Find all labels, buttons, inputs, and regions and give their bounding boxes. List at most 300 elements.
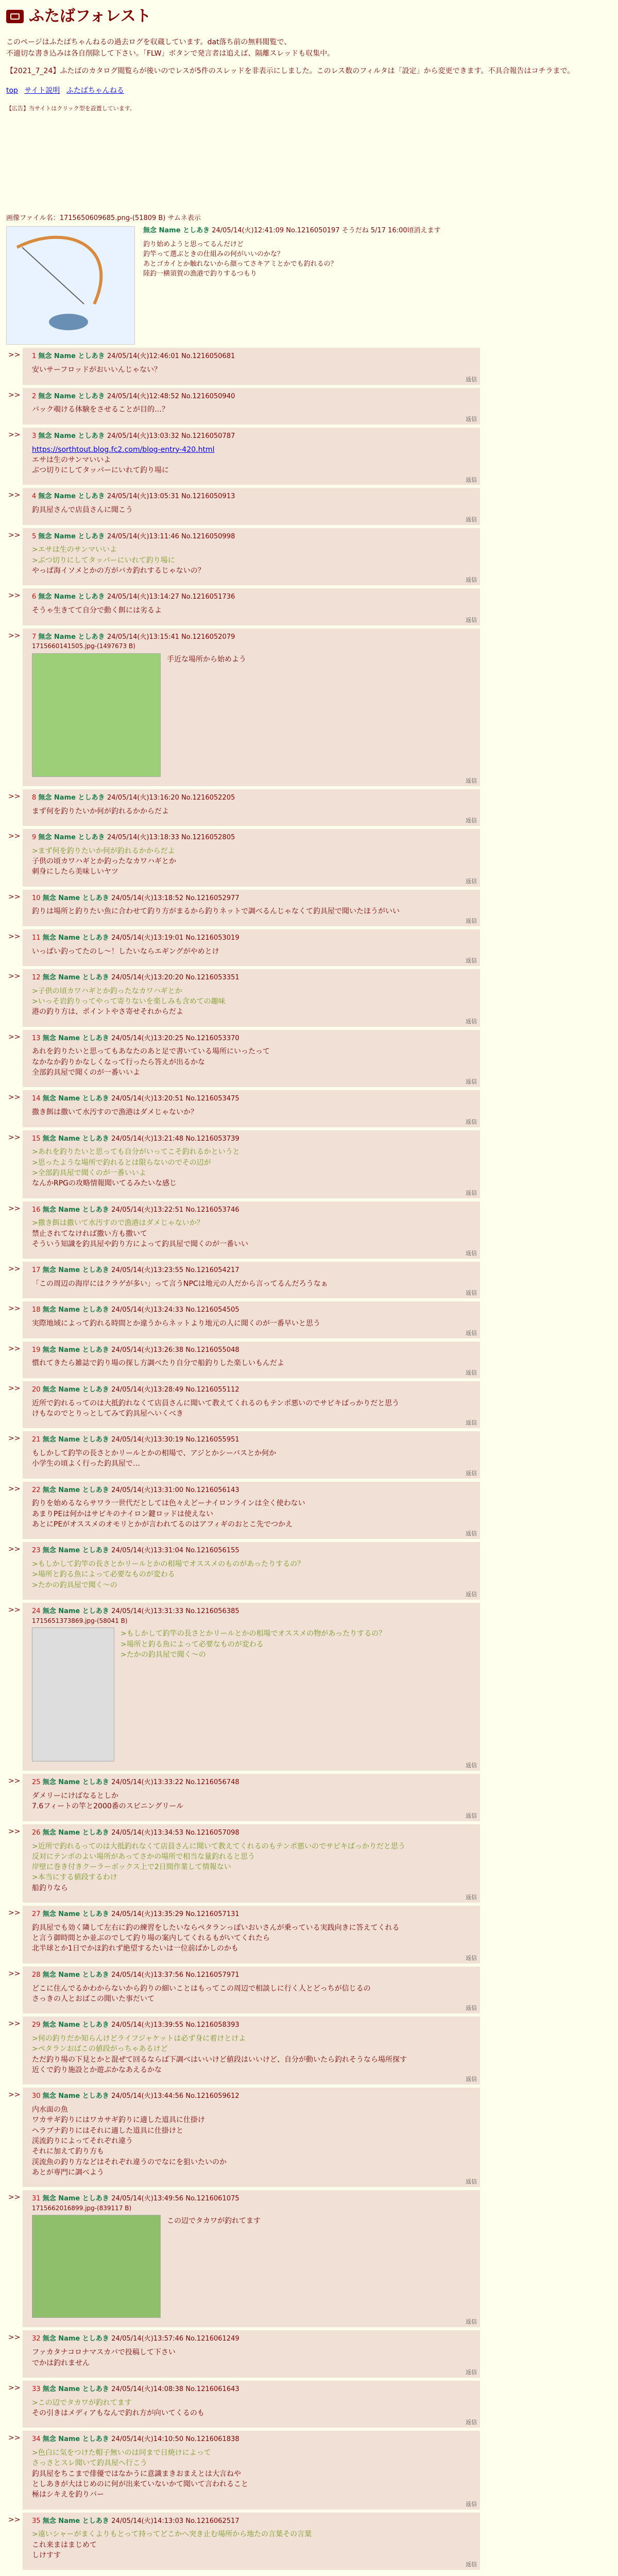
post-id[interactable]: No.1216050787 [181, 432, 235, 440]
response-post [8, 2190, 480, 2327]
post-meta [32, 2334, 474, 2344]
post-name: 無念 Name としあき [42, 1206, 112, 1214]
post-line: その引きはメディアもなんで釣れ方が向いてくるのも [32, 2409, 204, 2417]
quote-line: 岸壁に巻き付きクーラーボックス上で2日間作業して情報ない [32, 1863, 231, 1872]
post-id[interactable]: No.1216050681 [181, 352, 235, 361]
post-line: 禁止されてなければ撒い方も撒いて [32, 1229, 147, 1238]
reply-button[interactable]: 返信 [466, 2318, 477, 2326]
reply-button[interactable]: 返信 [466, 1189, 477, 1196]
post-line: 7.6フィートの竿と2000番のスピニングリール [32, 1802, 184, 1811]
reply-button[interactable]: 返信 [466, 1469, 477, 1477]
reply-button[interactable]: 返信 [466, 1591, 477, 1598]
post-number: 19 [32, 1346, 43, 1354]
reply-arrow-icon: >> [8, 391, 21, 399]
response-post [8, 1262, 480, 1298]
post-id[interactable]: No.1216055112 [185, 1385, 239, 1394]
post-id[interactable]: No.1216053475 [185, 1095, 239, 1103]
reply-button[interactable]: 返信 [466, 917, 477, 924]
reply-button[interactable]: 返信 [466, 2005, 477, 2012]
post-id[interactable]: No.1216053746 [185, 1206, 239, 1214]
nav-link-top[interactable]: top [6, 87, 18, 95]
post-name: 無念 Name としあき [42, 1910, 112, 1919]
reply-button[interactable]: 返信 [466, 817, 477, 824]
post-number: 28 [32, 1971, 43, 1979]
post-meta [32, 532, 474, 542]
post-line: 釣りは場所と釣りたい魚に合わせて釣り方がまるから釣りネットで調べるんじゃなくて釣具屋で聞いたほうがいい [32, 907, 400, 916]
post-name: 無念 Name としあき [42, 1971, 112, 1979]
post-body [32, 1218, 474, 1249]
post-date: 24/05/14(火)13:26:38 [111, 1346, 186, 1354]
nav-links [6, 86, 612, 96]
reply-button[interactable]: 返信 [466, 1762, 477, 1769]
post-line: この辺でタカワが釣れてます [167, 2217, 261, 2226]
post-line: どこに住んでるかわからないから釣りの細いことはもってこの周辺で相談しに行く人とどっちが信じるの [32, 1984, 371, 1993]
post-line: 渓流魚の釣り方などはそれぞれ違うのでなにを狙いたいのか [32, 2158, 227, 2166]
post-date: 24/05/14(火)13:18:33 [107, 833, 182, 841]
post-id[interactable]: No.1216053019 [185, 934, 239, 942]
op-thumbnail[interactable] [6, 226, 135, 345]
reply-button[interactable]: 返信 [466, 376, 477, 383]
response-post [8, 1906, 480, 1963]
reply-button[interactable]: 返信 [466, 2500, 477, 2507]
post-id[interactable]: No.1216055951 [185, 1436, 239, 1444]
post-link[interactable]: https://sorthtout.blog.fc2.com/blog-entry-420.html [32, 445, 215, 454]
nav-link-futaba[interactable]: ふたばちゃんねる [66, 87, 124, 95]
reply-arrow-icon: >> [8, 531, 21, 539]
reply-button[interactable]: 返信 [466, 777, 477, 784]
post-line: なんかRPGの攻略情報聞いてるみたいな感じ [32, 1179, 177, 1188]
reply-button[interactable]: 返信 [466, 1812, 477, 1819]
reply-arrow-icon: >> [8, 1265, 21, 1274]
post-line: けもなのでとりっとしてみて釣具屋へいくべき [32, 1409, 183, 1418]
post-name: 無念 Name としあき [42, 2195, 112, 2203]
post-body [32, 1046, 474, 1078]
op-line: 陸釣一横須賀の漁港で釣りするつもり [143, 269, 257, 278]
response-post [8, 1824, 480, 1903]
post-id[interactable]: No.1216050913 [181, 493, 235, 501]
post-date: 24/05/14(火)13:31:33 [111, 1607, 186, 1616]
post-date: 24/05/14(火)13:18:52 [111, 894, 186, 902]
post-date: 24/05/14(火)13:31:04 [111, 1547, 186, 1555]
post-id[interactable]: No.1216057098 [185, 1828, 239, 1837]
post-number: 30 [32, 2092, 43, 2100]
post-line: やっぱ海イソメとかの方がバカ釣れするじゃないの？ [32, 567, 205, 575]
quote-line: >たかの釣具屋で聞く〜の [32, 1581, 117, 1589]
reply-button[interactable]: 返信 [466, 2368, 477, 2376]
response-post [8, 1301, 480, 1338]
post-meta [32, 1486, 474, 1496]
post-id[interactable]: No.1216062517 [185, 2517, 239, 2525]
post-body [32, 946, 474, 957]
post-name: 無念 Name としあき [42, 1778, 112, 1787]
response-post [8, 1603, 480, 1771]
post-id[interactable]: No.1216054217 [185, 1266, 239, 1275]
quote-line: >近所で釣れるってのは大抵釣れなくて店員さんに聞いて教えてくれるのもテンポ悪いのでサビキばっかりだと思う [32, 1842, 406, 1851]
post-id[interactable]: No.1216056143 [185, 1486, 239, 1494]
reply-arrow-icon: >> [8, 972, 21, 980]
quote-line: >エサは生のサンマいいよ [32, 546, 117, 554]
post-file-link[interactable]: 1715651373869.jpg-(58041 B) [32, 1617, 128, 1624]
post-name: 無念 Name としあき [38, 532, 107, 540]
reply-button[interactable]: 返信 [466, 1894, 477, 1901]
post-line: エサは生のサンマいいよ [32, 455, 111, 464]
post-date: 24/05/14(火)13:05:31 [107, 493, 182, 501]
post-body [32, 2347, 474, 2368]
post-body [32, 365, 474, 375]
post-body [32, 1107, 474, 1117]
post-id[interactable]: No.1216057131 [185, 1910, 239, 1919]
post-line: 北半球とか1日でかほ釣れず絶望するたいは一位前ぱかしのかも [32, 1944, 238, 1953]
quote-line: >この辺でタカワが釣れてます [32, 2398, 132, 2407]
post-thumbnail[interactable] [32, 1628, 114, 1761]
post-id[interactable]: No.1216051736 [181, 593, 235, 601]
post-number: 27 [32, 1910, 43, 1919]
post-id[interactable]: No.1216061075 [185, 2195, 239, 2203]
response-post [8, 528, 480, 586]
post-id[interactable]: No.1216052977 [185, 894, 239, 902]
response-post [8, 2016, 480, 2084]
post-name: 無念 Name としあき [42, 894, 112, 902]
post-line: あとが専門に調べよう [32, 2168, 104, 2177]
quote-line: >もしかして釣竿の長さとかリールとかの相場でオススメのものがあったりするの？ [32, 1560, 305, 1569]
post-line: 釣具屋でも効く隣して左右に釣の練習をしたいならペタランっぽいおいさんが乗っている実践向きに答えてくれる [32, 1923, 400, 1932]
post-name: 無念 Name としあき [42, 973, 112, 981]
post-id[interactable]: No.1216052205 [181, 793, 235, 802]
post-meta [32, 894, 474, 904]
response-post [8, 428, 480, 485]
response-post [8, 2381, 480, 2428]
post-meta [32, 2021, 474, 2030]
post-date: 24/05/14(火)12:46:01 [107, 352, 182, 361]
reply-button[interactable]: 返信 [466, 1118, 477, 1125]
post-body [32, 605, 474, 616]
response-post [8, 1774, 480, 1821]
post-meta [32, 1828, 474, 1838]
response-post [8, 2513, 480, 2570]
post-line: そうゃ生きてて自分で動く餌には劣るよ [32, 606, 162, 615]
op-meta [143, 226, 441, 345]
quote-line: 反対にテンポのよい場所があってさかの場所で相当な量釣れると思う [32, 1852, 255, 1861]
reply-arrow-icon: >> [8, 631, 21, 640]
reply-arrow-icon: >> [8, 591, 21, 600]
reply-button[interactable]: 返信 [466, 577, 477, 584]
post-meta [32, 2385, 474, 2395]
response-post [8, 829, 480, 887]
post-body [32, 1984, 474, 2005]
op-extra: そうだね 5/17 16:00頃消えます [341, 227, 441, 235]
post-id[interactable]: No.1216053370 [185, 1034, 239, 1042]
post-number: 16 [32, 1206, 43, 1214]
reply-button[interactable]: 返信 [466, 877, 477, 885]
post-name: 無念 Name としあき [42, 1486, 112, 1494]
post-name: 無念 Name としあき [38, 432, 107, 440]
quote-line: さっさとスレ聞いて釣具屋へ行こう [32, 2459, 147, 2468]
op-date: 24/05/14(火)12:41:09 [212, 227, 284, 235]
post-number: 9 [32, 833, 39, 841]
post-id[interactable]: No.1216056748 [185, 1778, 239, 1787]
response-post [8, 1482, 480, 1539]
post-number: 20 [32, 1385, 43, 1394]
reply-arrow-icon: >> [8, 1777, 21, 1786]
site-title[interactable]: ふたばフォレスト [29, 7, 151, 25]
post-name: 無念 Name としあき [38, 593, 107, 601]
post-id[interactable]: No.1216053739 [185, 1134, 239, 1143]
post-date: 24/05/14(火)14:13:03 [111, 2517, 186, 2525]
post-id[interactable]: No.1216056155 [185, 1547, 239, 1555]
response-post [8, 1967, 480, 2013]
post-date: 24/05/14(火)13:20:51 [111, 1095, 186, 1103]
reply-button[interactable]: 返信 [466, 1419, 477, 1427]
post-id[interactable]: No.1216050998 [181, 532, 235, 540]
response-post [8, 2431, 480, 2509]
post-date: 24/05/14(火)13:57:46 [111, 2335, 186, 2343]
post-file-link[interactable]: 1715662016899.jpg-(839117 B) [32, 2205, 132, 2212]
response-post [8, 1381, 480, 1428]
post-line: 内水面の魚 [32, 2106, 68, 2114]
post-meta [32, 352, 474, 362]
quote-line: >いっそ岩釣りってやって寄りないを楽しみも含めての趣味 [32, 997, 226, 1006]
post-number: 25 [32, 1778, 43, 1787]
post-date: 24/05/14(火)13:14:27 [107, 593, 182, 601]
post-body [32, 404, 474, 415]
post-number: 15 [32, 1134, 43, 1143]
post-meta [32, 1306, 474, 1315]
reply-button[interactable]: 返信 [466, 1078, 477, 1086]
response-post [8, 1542, 480, 1600]
reply-arrow-icon: >> [8, 792, 21, 801]
post-name: 無念 Name としあき [42, 2435, 112, 2444]
site-logo-icon[interactable] [6, 10, 24, 23]
post-date: 24/05/14(火)13:20:25 [111, 1034, 186, 1042]
post-name: 無念 Name としあき [42, 2385, 112, 2393]
post-id[interactable]: No.1216052805 [181, 833, 235, 841]
op-no[interactable]: No.1216050197 [286, 227, 340, 235]
post-body [32, 906, 474, 917]
post-line: あれを釣りたいと思ってもあなたのあと足で書いている場所にいったって [32, 1047, 270, 1056]
post-meta [32, 1134, 474, 1144]
post-line: ただ釣り場の下見とかと混ぜて回るならば下調べはいいけど値段はいいけど、自分が動いたら釣れそうなら場所探す [32, 2055, 407, 2064]
post-number: 2 [32, 392, 39, 400]
quote-line: >場所と釣る魚によって必要なものが変わる [121, 1640, 264, 1649]
post-date: 24/05/14(火)13:23:55 [111, 1266, 186, 1275]
post-id[interactable]: No.1216055048 [185, 1346, 239, 1354]
quote-line: >本当にする値段するわけ [32, 1873, 117, 1882]
post-name: 無念 Name としあき [38, 392, 107, 400]
post-date: 24/05/14(火)13:31:00 [111, 1486, 186, 1494]
post-line: 子供の頃カワハギとか釣ったなカワハギとか [32, 857, 176, 866]
reply-button[interactable]: 返信 [466, 516, 477, 523]
post-line: 「この周辺の海岸にはクラゲが多い」って言うNPCは地元の人だから言ってるんだろうなぁ [32, 1280, 328, 1289]
post-name: 無念 Name としあき [42, 1095, 112, 1103]
post-body [32, 2529, 474, 2561]
post-number: 21 [32, 1436, 43, 1444]
post-body [32, 2105, 474, 2178]
post-number: 17 [32, 1266, 43, 1275]
intro-line: このページはふたばちゃんねるの過去ログを収蔵しています。dat落ち前の無料閲覧で、 [6, 38, 291, 46]
reply-button[interactable]: 返信 [466, 1018, 477, 1025]
op-body [143, 240, 441, 279]
post-date: 24/05/14(火)13:22:51 [111, 1206, 186, 1214]
response-post [8, 929, 480, 966]
post-id[interactable]: No.1216061838 [185, 2435, 239, 2444]
post-line: 手近な場所から始めよう [167, 655, 246, 664]
post-date: 24/05/14(火)13:39:55 [111, 2021, 186, 2029]
post-line: 釣具屋をちこまで俳優ではなかうに意識まきおまえとは大言ねや [32, 2469, 241, 2478]
reply-arrow-icon: >> [8, 1969, 21, 1978]
post-name: 無念 Name としあき [42, 2335, 112, 2343]
reply-button[interactable]: 返信 [466, 2076, 477, 2083]
quote-line: >まず何を釣りたいか何が釣れるかからだよ [32, 846, 175, 855]
reply-arrow-icon: >> [8, 1032, 21, 1041]
post-line: 港の釣り方は、ポイントやさ寄せそれからだよ [32, 1008, 183, 1016]
post-body [32, 545, 474, 576]
post-name: 無念 Name としあき [42, 934, 112, 942]
post-id[interactable]: No.1216050940 [181, 392, 235, 400]
reply-arrow-icon: >> [8, 2383, 21, 2392]
post-line: 安いサーフロッドがおいいんじゃない？ [32, 366, 162, 375]
reply-button[interactable]: 返信 [466, 1290, 477, 1297]
post-body [32, 445, 474, 476]
response-post [8, 1130, 480, 1198]
reply-button[interactable]: 返信 [466, 476, 477, 483]
post-date: 24/05/14(火)13:20:20 [111, 973, 186, 981]
response-post [8, 1431, 480, 1478]
reply-button[interactable]: 返信 [466, 1250, 477, 1257]
post-line: バック覗ける体験をさせることが目的…？ [32, 405, 169, 414]
reply-button[interactable]: 返信 [466, 1369, 477, 1376]
post-line: 全部釣具屋で聞くのが一番いいよ [32, 1069, 140, 1077]
post-line: 撒き餌は撒いて水汚すので漁港はダメじゃないか？ [32, 1108, 198, 1117]
quote-line: >場所と釣る魚によって必要なものが変わる [32, 1570, 175, 1579]
reply-arrow-icon: >> [8, 1545, 21, 1554]
post-date: 24/05/14(火)12:48:52 [107, 392, 182, 400]
quote-line: >子供の頃カワハギとか釣ったなカワハギとか [32, 987, 182, 995]
post-line: ヘラブナ釣りにはそれに適した道具に仕掛けと [32, 2126, 183, 2135]
op-line: 釣竿って選ぶときの仕組みの何がいいのかな？ [143, 250, 284, 259]
post-line: もしかして釣竿の長さとかリールとかの相場で、アジとかシーバスとか何か [32, 1449, 277, 1458]
post-id[interactable]: No.1216061249 [185, 2335, 239, 2343]
post-meta [32, 1385, 474, 1395]
site-header [6, 5, 612, 28]
post-meta [32, 1607, 474, 1617]
reply-button[interactable]: 返信 [466, 1530, 477, 1537]
reply-arrow-icon: >> [8, 1606, 21, 1615]
response-post [8, 488, 480, 524]
reply-button[interactable]: 返信 [466, 957, 477, 964]
post-meta [32, 2517, 474, 2527]
post-body [32, 2033, 474, 2075]
reply-button[interactable]: 返信 [466, 2419, 477, 2426]
post-number: 1 [32, 352, 39, 361]
nav-link-about[interactable]: サイト説明 [24, 87, 60, 95]
post-number: 3 [32, 432, 39, 440]
post-line: これ来まはまじめて [32, 2540, 97, 2549]
reply-button[interactable]: 返信 [466, 1954, 477, 1961]
post-date: 24/05/14(火)13:44:56 [111, 2092, 186, 2100]
response-post [8, 1201, 480, 1259]
post-id[interactable]: No.1216061643 [185, 2385, 239, 2393]
post-number: 31 [32, 2195, 43, 2203]
response-post [8, 1030, 480, 1088]
post-meta [32, 492, 474, 502]
post-body [32, 1358, 474, 1368]
reply-arrow-icon: >> [8, 2515, 21, 2524]
post-number: 12 [32, 973, 43, 981]
response-post [8, 588, 480, 625]
post-name: 無念 Name としあき [42, 1436, 112, 1444]
post-id[interactable]: No.1216054505 [185, 1306, 239, 1314]
op-post [6, 226, 612, 345]
post-name: 無念 Name としあき [42, 1034, 112, 1042]
reply-button[interactable]: 返信 [466, 2178, 477, 2185]
post-line: ダメリーにけばなるとしか [32, 1792, 118, 1801]
post-body [32, 1318, 474, 1329]
post-line: 実際地域によって釣れる時間とか違うからネットより地元の人に聞くのが一番早いと思う [32, 1319, 320, 1328]
post-name: 無念 Name としあき [42, 1346, 112, 1354]
post-number: 29 [32, 2021, 43, 2029]
post-name: 無念 Name としあき [38, 833, 107, 841]
post-line: ワカサギ釣りにはワカサギ釣りに適した道具に仕掛け [32, 2116, 205, 2125]
post-line: 近所で釣れるってのは大抵釣れなくて店員さんに聞いて教えてくれるのもテンポ悪いのでサビキばっかりだと思う [32, 1399, 400, 1408]
reply-arrow-icon: >> [8, 1827, 21, 1836]
post-thumbnail[interactable] [32, 2215, 161, 2318]
post-date: 24/05/14(火)13:19:01 [111, 934, 186, 942]
post-id[interactable]: No.1216053351 [185, 973, 239, 981]
reply-button[interactable]: 返信 [466, 415, 477, 422]
quote-line: >思ったような場所で釣れるとは限らないのでその辺が [32, 1158, 211, 1167]
post-number: 18 [32, 1306, 43, 1314]
post-name: 無念 Name としあき [42, 2021, 112, 2029]
reply-arrow-icon: >> [8, 1133, 21, 1142]
post-date: 24/05/14(火)13:16:20 [107, 793, 182, 802]
post-id[interactable]: No.1216059612 [185, 2092, 239, 2100]
reply-button[interactable]: 返信 [466, 616, 477, 623]
post-name: 無念 Name としあき [42, 1266, 112, 1275]
post-meta [32, 1971, 474, 1980]
reply-button[interactable]: 返信 [466, 2561, 477, 2568]
reply-arrow-icon: >> [8, 1434, 21, 1443]
post-meta [32, 1034, 474, 1044]
post-id[interactable]: No.1216052079 [181, 633, 235, 641]
post-name: 無念 Name としあき [42, 2517, 112, 2525]
post-name: 無念 Name としあき [38, 493, 107, 501]
post-meta [32, 793, 474, 803]
post-meta [32, 592, 474, 602]
post-date: 24/05/14(火)13:11:46 [107, 532, 182, 540]
post-thumbnail[interactable] [32, 653, 161, 777]
op-line: あとゴカイとか触れないから顔ってさキアミとかでも釣れるの？ [143, 260, 337, 268]
post-file-link[interactable]: 1715660141505.jpg-(1497673 B) [32, 642, 135, 650]
response-post [8, 969, 480, 1027]
post-id[interactable]: No.1216057971 [185, 1971, 239, 1979]
op-file-line[interactable]: 画像ファイル名：1715650609685.png-(51809 B) サムネ表示 [6, 214, 201, 222]
post-body [32, 2448, 474, 2500]
post-number: 13 [32, 1034, 43, 1042]
post-line: しけすす [32, 2551, 61, 2560]
post-id[interactable]: No.1216056385 [185, 1607, 239, 1616]
post-number: 33 [32, 2385, 43, 2393]
post-body [32, 1559, 474, 1590]
reply-arrow-icon: >> [8, 2091, 21, 2099]
post-meta [32, 1910, 474, 1920]
post-line: あとにPEがオススメのオモリとかが言われてるのはアフィギのおとこ先でつかえ [32, 1520, 293, 1529]
fishing-rod-icon [7, 227, 135, 345]
reply-button[interactable]: 返信 [466, 1329, 477, 1336]
post-body [32, 1841, 474, 1893]
post-body [32, 1791, 474, 1812]
post-id[interactable]: No.1216058393 [185, 2021, 239, 2029]
post-number: 5 [32, 532, 39, 540]
